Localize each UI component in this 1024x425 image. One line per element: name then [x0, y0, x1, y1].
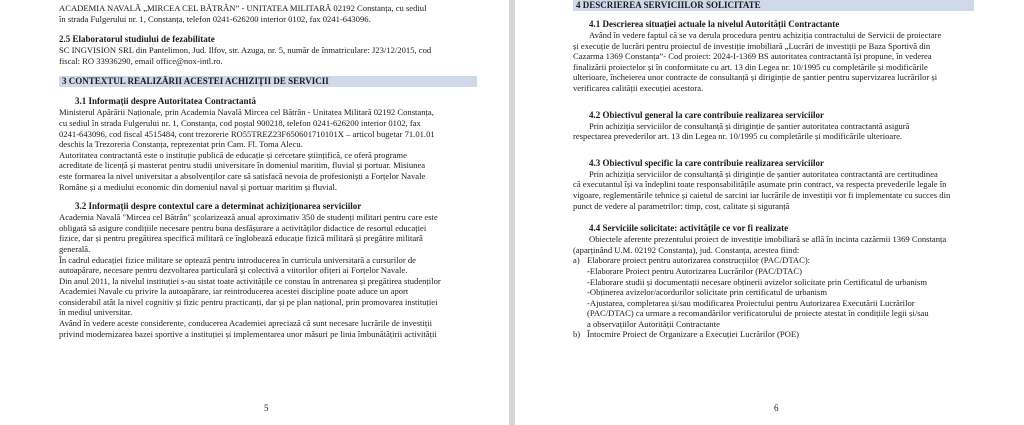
text-line: fizice, dar și pentru pregătirea specifică militară ce înglobează educație fizică militară și pregătire militară: [59, 233, 423, 244]
text-line: considerabil atât la nivel cognitiv și fizic pentru practicanți, dar și pe plan național, prin promovarea instituției: [59, 296, 438, 307]
sub-list: [573, 266, 974, 330]
text-line: vigoare, reglementările tehnice și caietul de sarcini iar lucrările de investiții vor fi implementate cu succes din: [573, 189, 951, 200]
page-number: 6: [774, 403, 779, 413]
section-3-2-body: [59, 212, 477, 339]
text-line: Române și a mediului economic din domeniul naval și portuar maritim și fluvial.: [59, 181, 338, 192]
text-line: Prin achiziția serviciilor de consultanță și diriginție de șantier autoritatea contractantă are certitudinea: [589, 168, 938, 179]
text-line: deschis la Trezoreria Constanța, reprezentat prin Cam. Fl. Toma Alecu.: [59, 139, 303, 150]
section-3-heading: 3 CONTEXTUL REALIZĂRII ACESTEI ACHIZIȚII DE SERVICII: [59, 76, 477, 87]
section-4-1-heading: 4.1 Descrierea situației actuale la nivelul Autorității Contractante: [589, 19, 840, 29]
text-line: Cazarma 1369 Constanța”- Cod proiect: 2024-I-1369 BS autoritatea contractantă își propune, în vederea: [573, 51, 932, 62]
text-line: și execuție de lucrări pentru proiectul de investiție imobiliară „Lucrări de investiții pe Baza Sportivă din: [573, 40, 931, 51]
sub-list-item: -Ajustarea, completarea și/sau modificarea Proiectului pentru Autorizarea Executării Lucrărilor: [587, 297, 915, 308]
section-3-2-heading: 3.2 Informații despre contextul care a determinat achiziționarea serviciilor: [75, 201, 362, 212]
section-4-2-heading: 4.2 Obiectivul general la care contribuie realizarea serviciilor: [589, 109, 824, 120]
text-line: autoapărare, necesare pentru dezvoltarea particulară și colectivă a viitorilor ofițeri ai Forțelor Navale.: [59, 265, 408, 276]
text-line: Academiei Navale cu privire la autoapărare, iar reintroducerea acestei discipline poate aduce un aport: [59, 286, 409, 297]
section-4-4-heading: 4.4 Serviciile solicitate: activitățile ce vor fi realizate: [589, 223, 789, 234]
sub-list-item: -Elaborare Proiect pentru Autorizarea Lucrărilor (PAC/DTAC): [587, 265, 802, 276]
text-line: În cadrul educației fizice militare se optează pentru introducerea în curricula universitară a cursurilor de: [59, 254, 416, 265]
sub-list-item: (PAC/DTAC) ca urmare a recomandărilor verificatorului de proiecte atestat în condițiile legii și/sau: [587, 308, 929, 319]
text-line: (aparținând U.M. 02192 Constanța), jud. Constanța, acestea fiind:: [573, 244, 800, 255]
text-line: SC INGVISION SRL din Pantelimon, Jud. Ilfov, str. Azuga, nr. 5, număr de înmatriculare: J23/12/2015, cod: [59, 45, 432, 56]
section-4-heading: 4 DESCRIEREA SERVICIILOR SOLICITATE: [573, 0, 974, 11]
text-line: Ministerul Apărării Naționale, prin Academia Navală Mircea cel Bătrân - Unitatea Militară 02192 Constanța,: [59, 107, 434, 118]
sub-list-item: -Elaborare studii și documentații necesare obținerii avizelor solicitate prin Certificatul de urbanism: [587, 276, 928, 287]
sub-list-item: -Obținerea avizelor/acordurilor solicitate prin certificatul de urbanism: [587, 287, 828, 298]
text-line: 0241-643096, cod fiscal 4515484, cont trezorerie RO55TREZ23F650601710101X – articol bugetar 71.01.01: [59, 128, 435, 139]
page-number: 5: [264, 403, 269, 413]
text-line: ulterioare, încheierea unor contracte de consultanță și diriginție de șantier pentru supervizarea lucrărilor și: [573, 72, 938, 83]
text-line: respectarea prevederilor art. 13 din Legea nr. 10/1995 cu completările și modificările ulterioare.: [573, 131, 903, 142]
section-4-4-body: [573, 234, 974, 340]
sub-list-item: a observațiilor Autorității Contractante: [587, 318, 720, 329]
text-line: Având în vedere aceste considerente, conducerea Academiei apreciază că sunt necesare lucrările de investiții: [59, 318, 432, 329]
section-4-3-body: [573, 169, 974, 211]
list-item-a: [573, 255, 974, 266]
text-line: obligată să asigure condițiile necesare pentru buna desfășurare a activităților didactice de resortul educației: [59, 222, 427, 233]
text-line: punct de vedere al parametrilor: timp, cost, calitate și siguranță: [573, 200, 790, 211]
text-line: Obiectele aferente prezentului proiect de investiție imobiliară se află în incinta cazărmii 1369 Constanța: [589, 234, 947, 245]
list-marker: b): [573, 329, 581, 340]
text-line: cu sediul în strada Fulgerului nr. 1, Constanța, cod poștal 900218, telefon 0241-626200 interior 0102, fax: [59, 117, 421, 128]
text-line: generală.: [59, 243, 91, 254]
page-left: [0, 0, 509, 425]
text-line: ACADEMIA NAVALĂ „MIRCEA CEL BĂTRÂN” - UNITATEA MILITARĂ 02192 Constanța, cu sediul: [59, 3, 427, 13]
text-line: Din anul 2011, la nivelul instituției s-au sistat toate activitățile ce constau în antrenarea și pregătirea studenților: [59, 275, 441, 286]
text-line: Academia Navală "Mircea cel Bătrân" școlarizează anual aproximativ 350 de studenți militari pentru care este: [59, 212, 438, 223]
list-item-text: Elaborare proiect pentru autorizarea construcțiilor (PAC/DTAC):: [587, 255, 811, 266]
section-2-5-heading: 2.5 Elaboratorul studiului de fezabilitate: [59, 34, 215, 45]
text-line: privind modernizarea bazei sportive a instituției și implementarea unor măsuri pe linia îmbunătățirii activității: [59, 328, 437, 339]
section-4-1-body: [573, 30, 974, 94]
text-line: Prin achiziția serviciilor de consultanță și diriginție de șantier autoritatea contractantă asigură: [589, 120, 910, 131]
text-line: verificarea calității execuției acestora.: [573, 82, 704, 93]
list-item-b: [573, 329, 974, 340]
text-line: Având în vedere faptul că se va derula procedura pentru achiziția contractului de Servicii de proiectare: [589, 30, 942, 40]
list-marker: a): [573, 255, 580, 266]
address-block: [59, 3, 477, 24]
text-line: Autoritatea contractantă este o instituție publică de educație și cercetare științifică, ce oferă programe: [59, 149, 407, 160]
list-item-text: Întocmire Proiect de Organizare a Execuției Lucrărilor (POE): [587, 329, 799, 340]
text-line: în mediul universitar.: [59, 307, 133, 318]
text-line: că executantul își va îndeplini toate responsabilitățile asumate prin contract, va respecta prevederile legale în: [573, 179, 947, 190]
section-4-2-body: [573, 121, 974, 142]
section-3-1-body: [59, 107, 477, 192]
text-line: în strada Fulgerului nr. 1, Constanța, telefon 0241-626200 interior 0102, fax 0241-643096.: [59, 13, 371, 24]
text-line: finalizării proiectelor și în conformitate cu art. 13 din Legea nr. 10/1995 cu completările și modificările: [573, 61, 928, 72]
text-line: acreditate de licență și masterat pentru studii universitare în domeniul maritim, fluvial și portuar. Misiunea: [59, 160, 426, 171]
text-line: fiscal: RO 33936290, email office@nox-intl.ro.: [59, 55, 223, 66]
section-3-1-heading: 3.1 Informații despre Autoritatea Contractantă: [75, 96, 257, 107]
page-right: [515, 0, 1024, 425]
section-4-3-heading: 4.3 Obiectivul specific la care contribuie realizarea serviciilor: [589, 157, 824, 168]
text-line: este formarea la nivel universitar a absolvenților care să satisfacă nevoia de profesioniști a Forțelor Navale: [59, 170, 426, 181]
